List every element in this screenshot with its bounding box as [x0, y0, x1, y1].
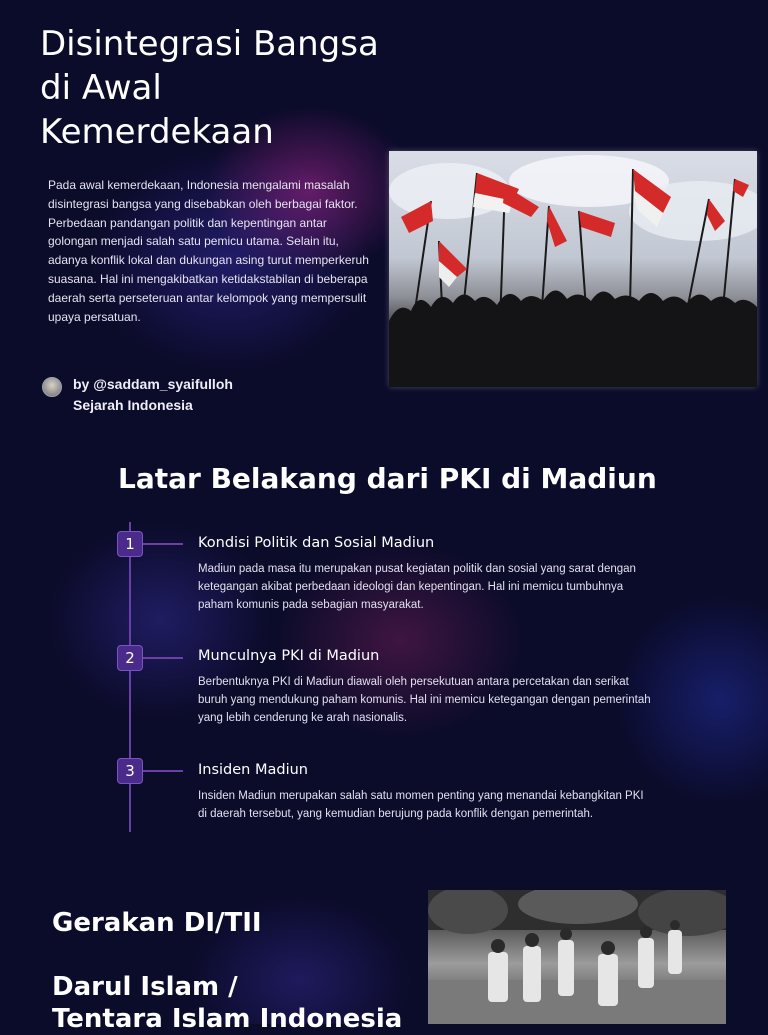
step-body: Madiun pada masa itu merupakan pusat kegiatan politik dan sosial yang sarat dengan ketegangan akibat perbedaan ideologi dan kepentingan. Hal ini memicu tumbuhnya paham komunis pada sebagian masyarakat.: [198, 563, 636, 612]
page-title-line: di Awal: [40, 68, 162, 108]
step-number-badge: 2: [117, 645, 143, 671]
section-title-pki: Latar Belakang dari PKI di Madiun: [118, 462, 657, 495]
step-body: Insiden Madiun merupakan salah satu momen penting yang menandai kebangkitan PKI di daerah tersebut, yang kemudian berujung pada konflik dengan pemerintah.: [198, 790, 644, 821]
avatar-icon[interactable]: [42, 377, 62, 397]
step-title: Kondisi Politik dan Sosial Madiun: [198, 535, 435, 551]
step-number-badge: 1: [117, 531, 143, 557]
intro-paragraph: Pada awal kemerdekaan, Indonesia mengalami masalah disintegrasi bangsa yang disebabkan oleh berbagai faktor. Perbedaan pandangan politik dan kepentingan antar golongan menjadi salah satu pemicu utama. Selain itu, adanya konflik lokal dan dukungan asing turut memperkeruh suasana. Hal ini mengakibatkan ketidakstabilan di beberapa daerah serta perseteruan antar kelompok yang mempersulit upaya persatuan.: [48, 178, 369, 324]
section-title-line: Gerakan DI/TII: [52, 908, 262, 938]
author-name[interactable]: by @saddam_syaifulloh: [73, 376, 233, 392]
section-title-ditii: [52, 907, 412, 1035]
step-connector: [143, 770, 183, 772]
section-title-spacer: [52, 939, 412, 971]
timeline-line: [129, 522, 131, 832]
soldiers-marching-illustration: [428, 890, 726, 1024]
step-number-badge: 3: [117, 758, 143, 784]
author-subtitle: Sejarah Indonesia: [73, 397, 193, 413]
section-title-line: Tentara Islam Indonesia: [52, 1004, 403, 1034]
step-connector: [143, 543, 183, 545]
section-title-line: Darul Islam /: [52, 972, 238, 1002]
step-body: Berbentuknya PKI di Madiun diawali oleh persekutuan antara percetakan dan serikat buruh yang mendukung paham komunis. Hal ini memicu ketegangan dengan pemerintah yang lebih cenderung ke arah nasionalis.: [198, 676, 651, 725]
page-title-line: Kemerdekaan: [40, 112, 274, 152]
page-title-line: Disintegrasi Bangsa: [40, 24, 379, 64]
step-connector: [143, 657, 183, 659]
flag-protest-illustration: [389, 151, 757, 387]
step-title: Insiden Madiun: [198, 762, 308, 778]
soldiers-marching-photo: [428, 890, 726, 1024]
step-title: Munculnya PKI di Madiun: [198, 648, 380, 664]
flag-protest-photo: [389, 151, 757, 387]
page-title: [40, 22, 440, 154]
